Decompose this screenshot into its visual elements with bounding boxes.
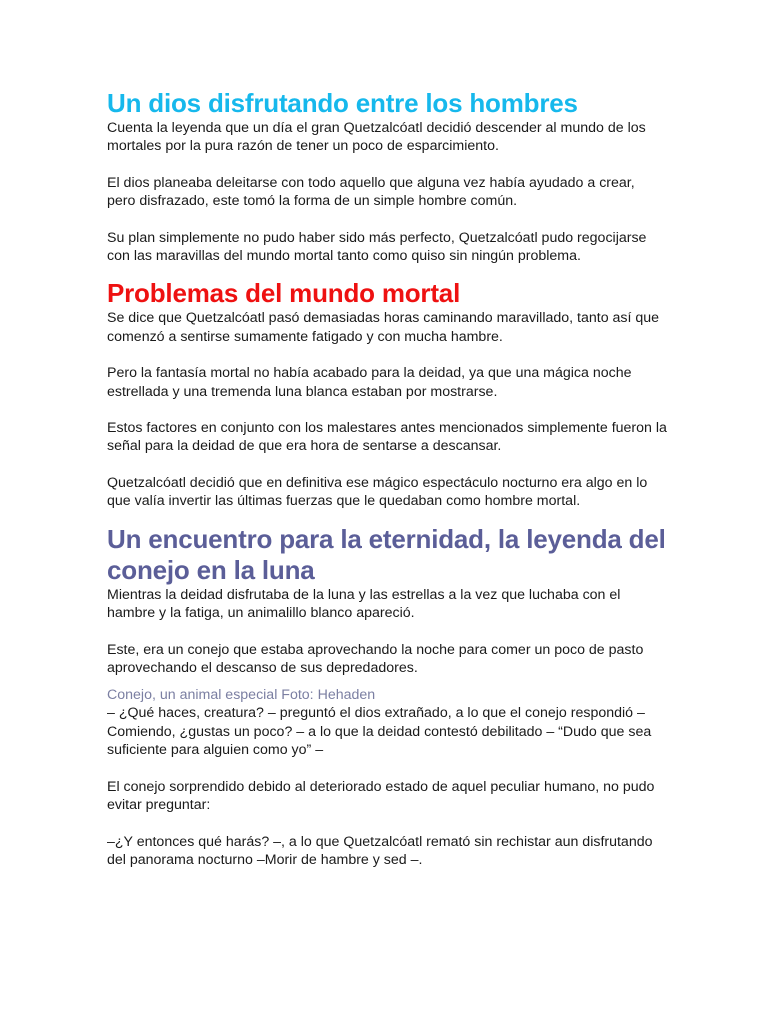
paragraph: Se dice que Quetzalcóatl pasó demasiadas horas caminando maravillado, tanto así que comenzó a sentirse sumamente fatigado y con mucha hambre. — [107, 310, 660, 345]
paragraph: Pero la fantasía mortal no había acabado para la deidad, ya que una mágica noche estrellada y una tremenda luna blanca estaban por mostrarse. — [107, 365, 632, 400]
paragraph: –¿Y entonces qué harás? –, a lo que Quetzalcóatl remató sin rechistar aun disfrutando del panorama nocturno –Morir de hambre y sed –. — [107, 833, 653, 868]
paragraph: El conejo sorprendido debido al deteriorado estado de aquel peculiar humano, no pudo evitar preguntar: — [107, 778, 655, 813]
dialogue-paragraph: – ¿Qué haces, creatura? – preguntó el dios extrañado, a lo que el conejo respondió – Comiendo, ¿gustas un poco? – a lo que la deidad contestó debilitado – “Dudo que sea suficiente para alguien como yo” – — [107, 705, 652, 759]
paragraph: Estos factores en conjunto con los malestares antes mencionados simplemente fueron la señal para la deidad de que era hora de sentarse a descansar. — [107, 420, 667, 455]
paragraph: Mientras la deidad disfrutaba de la luna y las estrellas a la vez que luchaba con el hambre y la fatiga, un animalillo blanco apareció. — [107, 586, 621, 621]
section-heading-2: Problemas del mundo mortal — [107, 278, 461, 309]
paragraph: Su plan simplemente no pudo haber sido más perfecto, Quetzalcóatl pudo regocijarse con las maravillas del mundo mortal tanto como quiso sin ningún problema. — [107, 229, 647, 265]
section-heading-3: Un encuentro para la eternidad, la leyenda del conejo en la luna — [107, 523, 666, 585]
image-caption: Conejo, un animal especial Foto: Hehaden — [107, 687, 376, 704]
paragraph: Cuenta la leyenda que un día el gran Quetzalcóatl decidió descender al mundo de los mortales por la pura razón de tener un poco de esparcimiento. — [107, 120, 646, 155]
paragraph: Este, era un conejo que estaba aprovechando la noche para comer un poco de pasto aprovechando el descanso de sus depredadores. — [107, 641, 644, 676]
paragraph: Quetzalcóatl decidió que en definitiva ese mágico espectáculo nocturno era algo en lo que valía invertir las últimas fuerzas que le quedaban como hombre mortal. — [107, 475, 648, 510]
section-heading-1: Un dios disfrutando entre los hombres — [107, 88, 578, 118]
document-page — [107, 88, 667, 869]
paragraph: El dios planeaba deleitarse con todo aquello que alguna vez había ayudado a crear, pero disfrazado, este tomó la forma de un simple hombre común. — [107, 174, 635, 210]
